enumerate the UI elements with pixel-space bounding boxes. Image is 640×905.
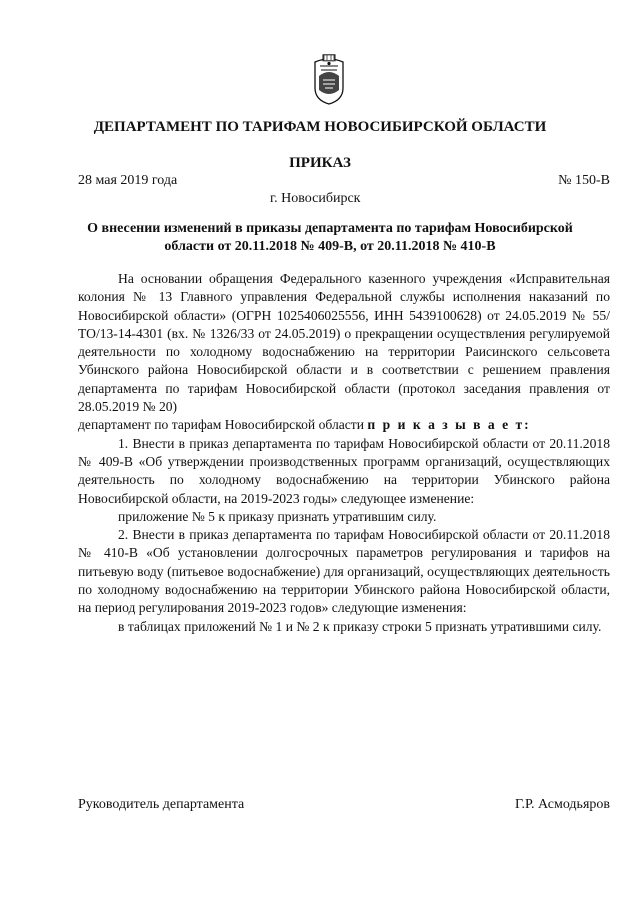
item-1-sub-paragraph: приложение № 5 к приказу признать утратившим силу. <box>118 508 437 524</box>
document-subject: О внесении изменений в приказы департамента по тарифам Новосибирской области от 20.11.2018 № 409-В, от 20.11.2018 № 410-В <box>87 221 573 254</box>
signature-name: Г.Р. Асмодьяров <box>514 797 610 812</box>
document-date: 28 мая 2019 года <box>78 173 178 188</box>
resolution-verb: п р и к а з ы в а е т: <box>367 417 531 433</box>
resolution-lead: департамент по тарифам Новосибирской области <box>78 417 368 433</box>
document-body <box>78 270 610 636</box>
document-number: № 150-В <box>558 173 610 188</box>
coat-of-arms-icon <box>311 54 347 106</box>
item-2-sub-paragraph: в таблицах приложений № 1 и № 2 к приказу строки 5 признать утратившими силу. <box>118 618 602 634</box>
preamble-paragraph: На основании обращения Федерального казенного учреждения «Исправительная колония № 13 Главного управления Федеральной службы исполнения наказаний по Новосибирской области» (ОГРН 1025406025556, ИНН 5439100628) от 24.05.2019 № 55/ТО/13-14-4301 (вх. № 1326/33 от 24.05.2019) о прекращении осуществления регулируемой деятельности по холодному водоснабжению на территории Раисинского сельсовета Убинского района Новосибирской области и в соответствии с решением правления департамента по тарифам Новосибирской области (протокол заседания правления от 28.05.2019 № 20) <box>78 271 610 415</box>
signature-position: Руководитель департамента <box>78 797 245 812</box>
resolution-line <box>78 416 610 434</box>
item-2-paragraph: 2. Внести в приказ департамента по тарифам Новосибирской области от 20.11.2018 № 410-В «Об установлении долгосрочных параметров регулирования и тарифов на питьевую воду (питьевое водоснабжение) для организаций, осуществляющих деятельность по холодному водоснабжению на территории Убинского района Новосибирской области, на период регулирования 2019-2023 годов» следующие изменения: <box>78 527 610 616</box>
department-title: ДЕПАРТАМЕНТ ПО ТАРИФАМ НОВОСИБИРСКОЙ ОБЛАСТИ <box>93 119 547 135</box>
item-1-paragraph: 1. Внести в приказ департамента по тарифам Новосибирской области от 20.11.2018 № 409-В «Об утверждении производственных программ организаций, осуществляющих деятельность по холодному водоснабжению на территории Убинского района Новосибирской области, на 2019-2023 годы» следующее изменение: <box>78 435 610 506</box>
document-type: ПРИКАЗ <box>289 155 351 171</box>
document-city: г. Новосибирск <box>270 191 361 206</box>
